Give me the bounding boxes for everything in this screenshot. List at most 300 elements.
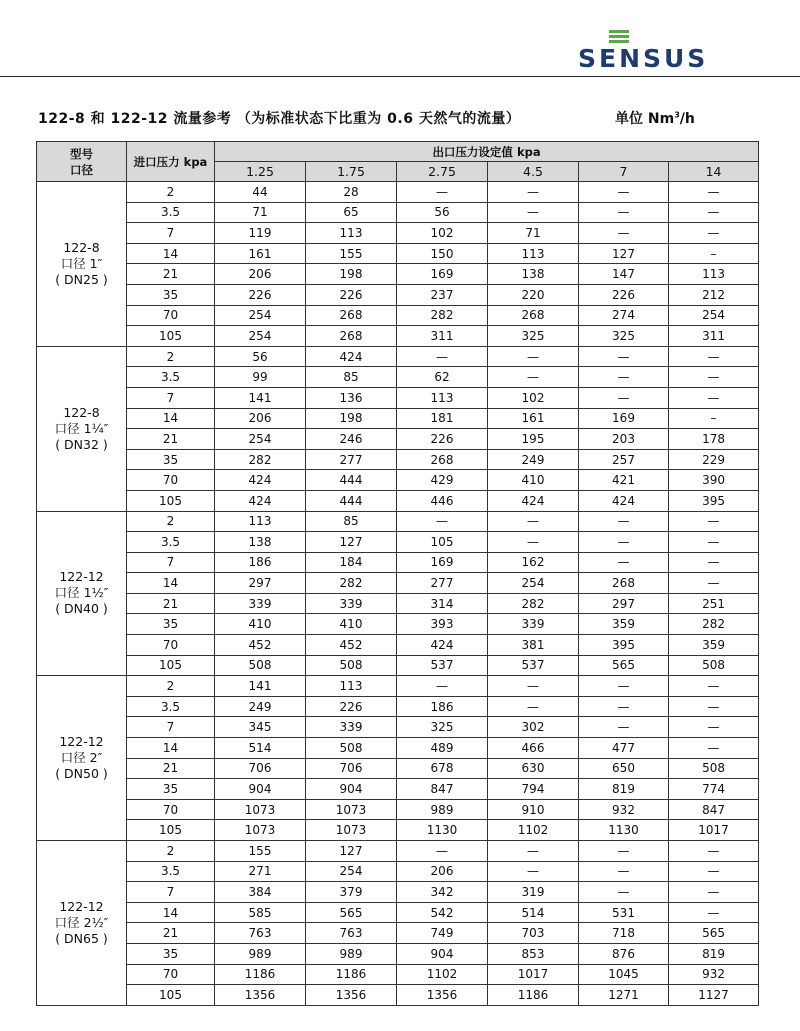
table-row [37, 449, 759, 470]
flow-value-cell: 794 [488, 779, 579, 800]
inlet-pressure-cell: 70 [127, 964, 215, 985]
flow-value-cell: 847 [669, 799, 759, 820]
flow-value-cell: 1186 [215, 964, 306, 985]
table-row [37, 943, 759, 964]
model-dn: ( DN25 ) [55, 271, 108, 287]
flow-value-cell: 155 [306, 243, 397, 264]
flow-value-cell: 268 [306, 326, 397, 347]
table-row [37, 490, 759, 511]
inlet-pressure-cell: 14 [127, 902, 215, 923]
table-row [37, 408, 759, 429]
flow-value-cell: 932 [579, 799, 669, 820]
flow-value-cell: — [488, 182, 579, 203]
flow-value-cell: 477 [579, 738, 669, 759]
flow-value-cell: 381 [488, 635, 579, 656]
flow-value-cell: 249 [215, 696, 306, 717]
model-size: 口径 1½″ [54, 585, 109, 601]
table-header [37, 142, 759, 182]
flow-value-cell: 537 [397, 655, 488, 676]
flow-value-cell: 395 [669, 490, 759, 511]
inlet-pressure-cell: 2 [127, 511, 215, 532]
model-size: 口径 2½″ [54, 914, 109, 930]
flow-value-cell: 1127 [669, 985, 759, 1006]
flow-value-cell: 359 [579, 614, 669, 635]
flow-value-cell: 424 [306, 346, 397, 367]
flow-value-cell: 904 [215, 779, 306, 800]
unit-suffix: /h [679, 111, 695, 127]
flow-value-cell: — [669, 676, 759, 697]
flow-value-cell: — [579, 717, 669, 738]
flow-value-cell: 1017 [488, 964, 579, 985]
flow-value-cell: 268 [397, 449, 488, 470]
flow-value-cell: 390 [669, 470, 759, 491]
model-cell [37, 676, 127, 841]
flow-value-cell: 1073 [215, 820, 306, 841]
flow-value-cell: 181 [397, 408, 488, 429]
flow-value-cell: 424 [397, 635, 488, 656]
flow-value-cell: 271 [215, 861, 306, 882]
flow-value-cell: 226 [397, 429, 488, 450]
flow-value-cell: 254 [215, 429, 306, 450]
flow-value-cell: 113 [306, 223, 397, 244]
model-cell [37, 182, 127, 347]
flow-value-cell: 138 [215, 532, 306, 553]
flow-value-cell: 429 [397, 470, 488, 491]
table-row [37, 511, 759, 532]
outlet-col-header: 14 [669, 162, 759, 182]
flow-value-cell: 1102 [488, 820, 579, 841]
flow-value-cell: — [579, 861, 669, 882]
flow-value-cell: 254 [306, 861, 397, 882]
flow-value-cell: 565 [306, 902, 397, 923]
table-row [37, 717, 759, 738]
flow-value-cell: — [579, 182, 669, 203]
flow-value-cell: 1073 [306, 799, 397, 820]
flow-value-cell: 706 [306, 758, 397, 779]
flow-value-cell: 763 [306, 923, 397, 944]
table-row [37, 264, 759, 285]
model-dn: ( DN40 ) [55, 601, 108, 617]
flow-value-cell: — [488, 346, 579, 367]
flow-value-cell: 542 [397, 902, 488, 923]
flow-value-cell: — [669, 367, 759, 388]
flow-value-cell: — [669, 841, 759, 862]
flow-value-cell: 424 [579, 490, 669, 511]
flow-value-cell: — [397, 511, 488, 532]
flow-value-cell: — [579, 532, 669, 553]
title-unit [615, 108, 695, 128]
table-row [37, 841, 759, 862]
inlet-pressure-cell: 35 [127, 943, 215, 964]
flow-value-cell: — [579, 552, 669, 573]
flow-value-cell: 56 [215, 346, 306, 367]
flow-value-cell: 904 [397, 943, 488, 964]
flow-value-cell: 904 [306, 779, 397, 800]
flow-value-cell: 99 [215, 367, 306, 388]
flow-value-cell: 169 [579, 408, 669, 429]
table-row [37, 614, 759, 635]
flow-value-cell: 71 [215, 202, 306, 223]
flow-value-cell: – [669, 408, 759, 429]
flow-value-cell: 141 [215, 387, 306, 408]
inlet-pressure-cell: 14 [127, 573, 215, 594]
flow-value-cell: — [397, 676, 488, 697]
flow-value-cell: 565 [669, 923, 759, 944]
outlet-col-header: 1.75 [306, 162, 397, 182]
flow-value-cell: 102 [397, 223, 488, 244]
flow-value-cell: 119 [215, 223, 306, 244]
table-row [37, 964, 759, 985]
flow-value-cell: 297 [579, 593, 669, 614]
flow-value-cell: 282 [215, 449, 306, 470]
flow-value-cell: 718 [579, 923, 669, 944]
flow-value-cell: 339 [488, 614, 579, 635]
flow-value-cell: 466 [488, 738, 579, 759]
flow-value-cell: 169 [397, 264, 488, 285]
inlet-pressure-cell: 70 [127, 635, 215, 656]
flow-value-cell: 162 [488, 552, 579, 573]
table-row [37, 779, 759, 800]
flow-value-cell: 989 [215, 943, 306, 964]
outlet-pressure-group-header: 出口压力设定值 kpa [215, 142, 759, 162]
model-cell [37, 841, 127, 1006]
flow-value-cell: 62 [397, 367, 488, 388]
unit-prefix: 单位 Nm [615, 111, 675, 127]
model-dn: ( DN32 ) [55, 436, 108, 452]
flow-value-cell: 749 [397, 923, 488, 944]
flow-value-cell: — [397, 182, 488, 203]
flow-value-cell: 229 [669, 449, 759, 470]
inlet-pressure-cell: 14 [127, 408, 215, 429]
flow-value-cell: 65 [306, 202, 397, 223]
flow-value-cell: 56 [397, 202, 488, 223]
flow-value-cell: 155 [215, 841, 306, 862]
header-divider [0, 76, 800, 77]
flow-value-cell: 212 [669, 284, 759, 305]
flow-value-cell: — [488, 676, 579, 697]
flow-value-cell: 989 [306, 943, 397, 964]
flow-value-cell: 325 [397, 717, 488, 738]
flow-value-cell: 508 [306, 655, 397, 676]
table-row [37, 305, 759, 326]
flow-value-cell: 489 [397, 738, 488, 759]
flow-value-cell: — [579, 223, 669, 244]
flow-value-cell: 452 [306, 635, 397, 656]
model-dn: ( DN65 ) [55, 930, 108, 946]
flow-value-cell: — [669, 552, 759, 573]
flow-value-cell: 1186 [488, 985, 579, 1006]
inlet-pressure-cell: 105 [127, 985, 215, 1006]
outlet-col-header: 4.5 [488, 162, 579, 182]
table-row [37, 635, 759, 656]
flow-value-cell: 774 [669, 779, 759, 800]
model-size: 口径 1¼″ [54, 420, 109, 436]
table-row [37, 223, 759, 244]
flow-value-cell: 28 [306, 182, 397, 203]
model-dn: ( DN50 ) [55, 766, 108, 782]
inlet-pressure-cell: 21 [127, 593, 215, 614]
table-row [37, 799, 759, 820]
table-row [37, 552, 759, 573]
flow-value-cell: — [669, 738, 759, 759]
flow-value-cell: 339 [306, 717, 397, 738]
inlet-pressure-cell: 7 [127, 717, 215, 738]
flow-value-cell: — [669, 882, 759, 903]
outlet-col-header: 1.25 [215, 162, 306, 182]
table-row [37, 429, 759, 450]
flow-value-cell: 537 [488, 655, 579, 676]
flow-value-cell: — [669, 387, 759, 408]
inlet-pressure-cell: 2 [127, 346, 215, 367]
flow-value-cell: 249 [488, 449, 579, 470]
flow-value-cell: 508 [306, 738, 397, 759]
flow-value-cell: 819 [579, 779, 669, 800]
flow-value-cell: 237 [397, 284, 488, 305]
flow-value-cell: — [397, 346, 488, 367]
flow-value-cell: — [488, 861, 579, 882]
flow-value-cell: 1356 [215, 985, 306, 1006]
flow-value-cell: 444 [306, 470, 397, 491]
flow-value-cell: 452 [215, 635, 306, 656]
flow-value-cell: — [669, 182, 759, 203]
flow-value-cell: 198 [306, 408, 397, 429]
flow-value-cell: 105 [397, 532, 488, 553]
flow-value-cell: 206 [397, 861, 488, 882]
flow-value-cell: — [669, 861, 759, 882]
model-cell [37, 346, 127, 511]
inlet-pressure-header: 进口压力 kpa [127, 142, 215, 182]
inlet-pressure-cell: 105 [127, 655, 215, 676]
flow-value-cell: 113 [669, 264, 759, 285]
flow-value-cell: 113 [215, 511, 306, 532]
model-size: 口径 2″ [60, 750, 103, 766]
flow-value-cell: 314 [397, 593, 488, 614]
model-size: 口径 1″ [60, 255, 103, 271]
table-row [37, 284, 759, 305]
flow-value-cell: 178 [669, 429, 759, 450]
flow-value-cell: 410 [215, 614, 306, 635]
flow-value-cell: — [397, 841, 488, 862]
table-row [37, 902, 759, 923]
flow-value-cell: 268 [306, 305, 397, 326]
flow-value-cell: 763 [215, 923, 306, 944]
flow-value-cell: — [488, 841, 579, 862]
flow-value-cell: 85 [306, 511, 397, 532]
table-row [37, 676, 759, 697]
flow-value-cell: 1130 [579, 820, 669, 841]
flow-value-cell: 127 [579, 243, 669, 264]
flow-value-cell: 274 [579, 305, 669, 326]
flow-value-cell: 226 [306, 696, 397, 717]
table-row [37, 738, 759, 759]
table-row [37, 243, 759, 264]
inlet-pressure-cell: 35 [127, 284, 215, 305]
flow-value-cell: 150 [397, 243, 488, 264]
flow-value-cell: 254 [669, 305, 759, 326]
flow-value-cell: 85 [306, 367, 397, 388]
flow-value-cell: 268 [488, 305, 579, 326]
flow-value-cell: 678 [397, 758, 488, 779]
inlet-pressure-cell: 70 [127, 799, 215, 820]
flow-value-cell: 246 [306, 429, 397, 450]
inlet-pressure-cell: 70 [127, 305, 215, 326]
flow-value-cell: 853 [488, 943, 579, 964]
flow-value-cell: 424 [488, 490, 579, 511]
flow-value-cell: 424 [215, 490, 306, 511]
flow-value-cell: 819 [669, 943, 759, 964]
inlet-pressure-cell: 35 [127, 779, 215, 800]
inlet-pressure-cell: 35 [127, 614, 215, 635]
table-row [37, 985, 759, 1006]
flow-value-cell: 508 [215, 655, 306, 676]
table-row [37, 182, 759, 203]
table-row [37, 882, 759, 903]
flow-value-cell: 446 [397, 490, 488, 511]
flow-value-cell: 44 [215, 182, 306, 203]
model-model: 122-12 [59, 569, 104, 585]
flow-reference-table [36, 141, 759, 1006]
table-row [37, 593, 759, 614]
flow-value-cell: — [579, 367, 669, 388]
flow-value-cell: – [669, 243, 759, 264]
flow-value-cell: 1102 [397, 964, 488, 985]
flow-value-cell: 1073 [306, 820, 397, 841]
model-model: 122-8 [63, 239, 100, 255]
flow-value-cell: — [488, 367, 579, 388]
table-row [37, 387, 759, 408]
flow-value-cell: 136 [306, 387, 397, 408]
flow-value-cell: 876 [579, 943, 669, 964]
flow-value-cell: 161 [215, 243, 306, 264]
inlet-pressure-cell: 21 [127, 429, 215, 450]
size-header-label: 口径 [70, 162, 93, 177]
flow-value-cell: 138 [488, 264, 579, 285]
sensus-logo [578, 30, 748, 74]
flow-value-cell: 1045 [579, 964, 669, 985]
model-model: 122-8 [63, 404, 100, 420]
table-row [37, 861, 759, 882]
inlet-pressure-cell: 14 [127, 738, 215, 759]
flow-value-cell: 311 [669, 326, 759, 347]
table-row [37, 820, 759, 841]
flow-value-cell: 254 [488, 573, 579, 594]
inlet-pressure-cell: 7 [127, 882, 215, 903]
flow-value-cell: 514 [215, 738, 306, 759]
inlet-pressure-cell: 2 [127, 182, 215, 203]
flow-value-cell: 184 [306, 552, 397, 573]
flow-value-cell: 1356 [306, 985, 397, 1006]
flow-value-cell: 325 [488, 326, 579, 347]
inlet-pressure-cell: 3.5 [127, 861, 215, 882]
table-row [37, 655, 759, 676]
flow-value-cell: 508 [669, 758, 759, 779]
flow-value-cell: — [579, 676, 669, 697]
flow-value-cell: 989 [397, 799, 488, 820]
flow-value-cell: 514 [488, 902, 579, 923]
flow-value-cell: 277 [397, 573, 488, 594]
table-row [37, 923, 759, 944]
inlet-pressure-cell: 21 [127, 758, 215, 779]
flow-value-cell: — [488, 202, 579, 223]
flow-value-cell: 384 [215, 882, 306, 903]
flow-value-cell: 1356 [397, 985, 488, 1006]
flow-value-cell: 706 [215, 758, 306, 779]
flow-value-cell: 127 [306, 532, 397, 553]
flow-value-cell: 113 [306, 676, 397, 697]
flow-value-cell: 282 [488, 593, 579, 614]
flow-value-cell: 195 [488, 429, 579, 450]
inlet-pressure-cell: 7 [127, 552, 215, 573]
flow-value-cell: 421 [579, 470, 669, 491]
inlet-pressure-cell: 2 [127, 841, 215, 862]
flow-value-cell: 206 [215, 408, 306, 429]
inlet-pressure-cell: 7 [127, 387, 215, 408]
table-row [37, 696, 759, 717]
table-row [37, 367, 759, 388]
flow-value-cell: 508 [669, 655, 759, 676]
flow-value-cell: 226 [215, 284, 306, 305]
flow-value-cell: — [669, 696, 759, 717]
flow-value-cell: 282 [397, 305, 488, 326]
inlet-pressure-cell: 35 [127, 449, 215, 470]
flow-value-cell: 226 [306, 284, 397, 305]
page-header [0, 0, 800, 80]
flow-value-cell: 345 [215, 717, 306, 738]
flow-value-cell: — [669, 573, 759, 594]
flow-value-cell: 932 [669, 964, 759, 985]
inlet-pressure-cell: 105 [127, 490, 215, 511]
flow-value-cell: 311 [397, 326, 488, 347]
table-row [37, 470, 759, 491]
inlet-pressure-cell: 3.5 [127, 532, 215, 553]
flow-value-cell: 359 [669, 635, 759, 656]
flow-value-cell: 1271 [579, 985, 669, 1006]
flow-value-cell: — [579, 387, 669, 408]
model-header-label: 型号 [70, 146, 93, 161]
flow-value-cell: — [669, 346, 759, 367]
flow-value-cell: 531 [579, 902, 669, 923]
inlet-pressure-cell: 3.5 [127, 696, 215, 717]
table-row [37, 758, 759, 779]
flow-value-cell: 847 [397, 779, 488, 800]
inlet-pressure-cell: 3.5 [127, 202, 215, 223]
flow-value-cell: 319 [488, 882, 579, 903]
flow-value-cell: 254 [215, 305, 306, 326]
flow-value-cell: 393 [397, 614, 488, 635]
page-title [38, 108, 778, 132]
flow-value-cell: 424 [215, 470, 306, 491]
flow-value-cell: 268 [579, 573, 669, 594]
model-cell [37, 511, 127, 676]
table-row [37, 202, 759, 223]
flow-value-cell: 113 [488, 243, 579, 264]
inlet-pressure-cell: 2 [127, 676, 215, 697]
flow-value-cell: 1017 [669, 820, 759, 841]
flow-value-cell: 410 [488, 470, 579, 491]
flow-value-cell: 226 [579, 284, 669, 305]
model-model: 122-12 [59, 734, 104, 750]
flow-value-cell: 1186 [306, 964, 397, 985]
flow-value-cell: 206 [215, 264, 306, 285]
flow-value-cell: 395 [579, 635, 669, 656]
table-body [37, 182, 759, 1006]
flow-value-cell: — [669, 717, 759, 738]
flow-value-cell: — [579, 696, 669, 717]
flow-value-cell: — [669, 511, 759, 532]
table-row [37, 573, 759, 594]
flow-value-cell: 282 [306, 573, 397, 594]
flow-value-cell: 339 [215, 593, 306, 614]
